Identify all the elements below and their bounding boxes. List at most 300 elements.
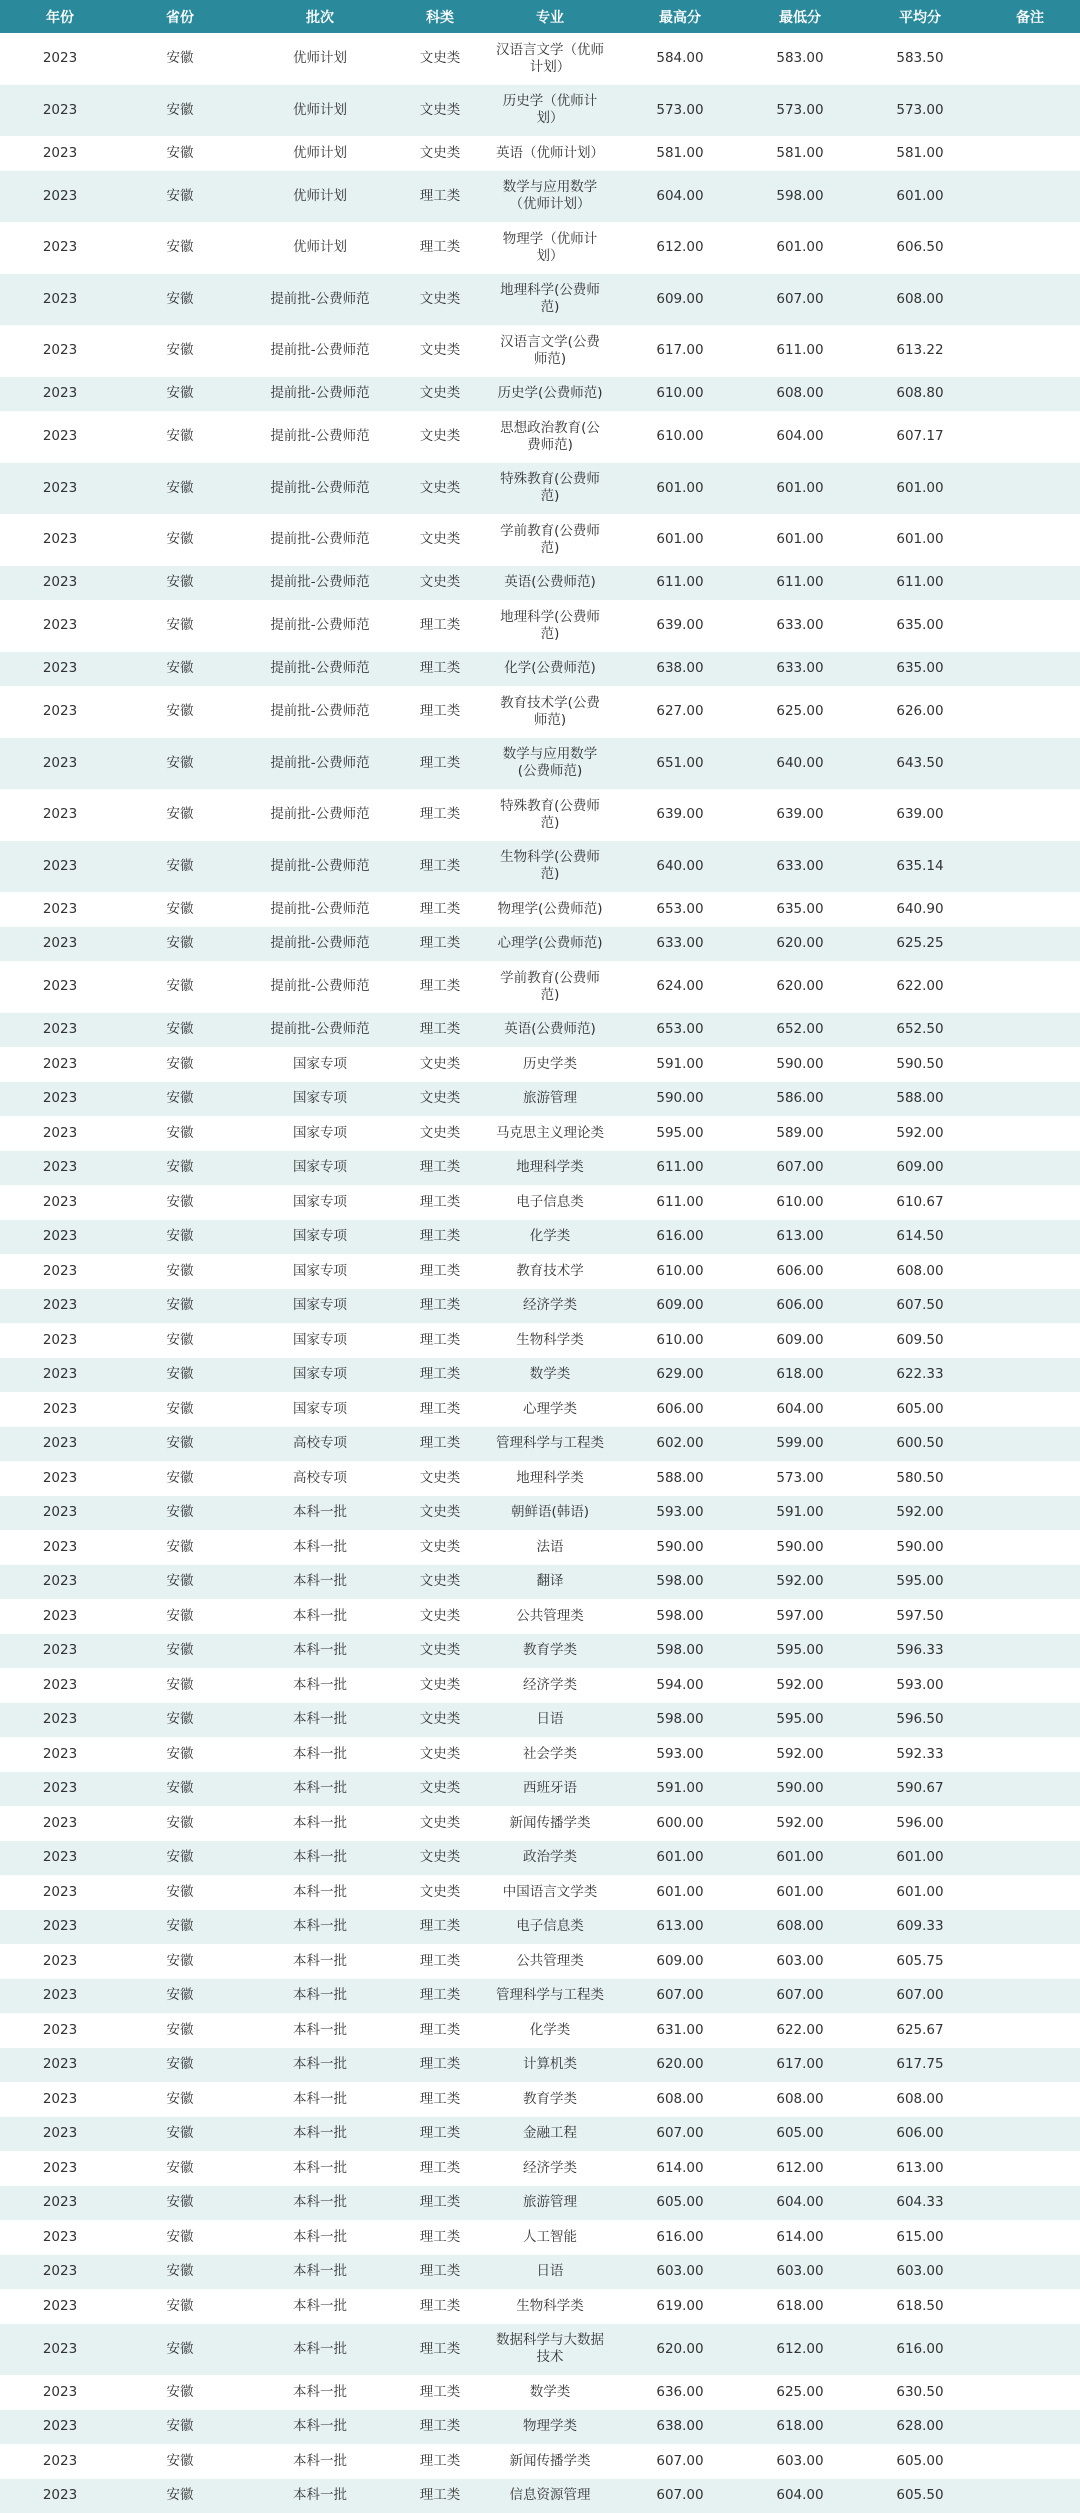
major-cell: 新闻传播学类: [509, 2452, 591, 2469]
table-row[interactable]: [0, 2410, 1080, 2445]
min-score-cell: 620.00: [776, 935, 824, 952]
table-row[interactable]: [0, 1392, 1080, 1427]
avg-score-cell: 592.33: [896, 1745, 944, 1762]
batch-cell: 本科一批: [293, 1952, 347, 1969]
table-row[interactable]: [0, 652, 1080, 687]
province-cell: 安徽: [166, 101, 194, 118]
major-cell: 特殊教育(公费师范): [500, 797, 600, 831]
table-row[interactable]: [0, 411, 1080, 463]
table-row[interactable]: [0, 2375, 1080, 2410]
table-row[interactable]: [0, 1910, 1080, 1945]
note-cell: [980, 2375, 1080, 2410]
avg-score-cell: 605.50: [896, 2487, 944, 2504]
table-row[interactable]: [0, 1323, 1080, 1358]
note-cell: [980, 600, 1080, 652]
major-cell: 数据科学与大数据技术: [496, 2332, 604, 2366]
year-cell: 2023: [42, 978, 78, 995]
table-row[interactable]: [0, 377, 1080, 412]
max-score-cell: 590.00: [656, 1090, 704, 1107]
major-cell: 历史学(公费师范): [497, 385, 603, 402]
year-cell: 2023: [42, 2452, 78, 2469]
major-cell: 物理学(公费师范): [497, 900, 603, 917]
note-cell: [980, 2048, 1080, 2083]
note-cell: [980, 2117, 1080, 2152]
col-header-batch[interactable]: 批次: [306, 9, 334, 26]
category-cell: 理工类: [419, 1952, 461, 1969]
province-cell: 安徽: [166, 1883, 194, 1900]
year-cell: 2023: [42, 1055, 78, 1072]
avg-score-cell: 595.00: [896, 1573, 944, 1590]
min-score-cell: 635.00: [776, 900, 824, 917]
avg-score-cell: 635.00: [896, 617, 944, 634]
year-cell: 2023: [42, 144, 78, 161]
table-row[interactable]: [0, 2289, 1080, 2324]
major-cell: 历史学（优师计划）: [502, 93, 598, 127]
province-cell: 安徽: [166, 2297, 194, 2314]
table-row[interactable]: [0, 789, 1080, 841]
table-row[interactable]: [0, 1737, 1080, 1772]
max-score-cell: 593.00: [656, 1745, 704, 1762]
max-score-cell: 612.00: [656, 239, 704, 256]
batch-cell: 高校专项: [293, 1469, 347, 1486]
col-header-province[interactable]: 省份: [166, 9, 194, 26]
col-header-category[interactable]: 科类: [426, 9, 454, 26]
note-cell: [980, 171, 1080, 223]
avg-score-cell: 625.67: [896, 2021, 944, 2038]
province-cell: 安徽: [166, 1538, 194, 1555]
province-cell: 安徽: [166, 900, 194, 917]
table-row[interactable]: [0, 514, 1080, 566]
min-score-cell: 609.00: [776, 1331, 824, 1348]
batch-cell: 提前批-公费师范: [270, 428, 370, 445]
year-cell: 2023: [42, 2340, 78, 2357]
table-row[interactable]: [0, 2186, 1080, 2221]
category-cell: 文史类: [419, 1780, 461, 1797]
batch-cell: 本科一批: [293, 1504, 347, 1521]
year-cell: 2023: [42, 1366, 78, 1383]
table-row[interactable]: [0, 600, 1080, 652]
province-cell: 安徽: [166, 2487, 194, 2504]
major-cell: 电子信息类: [516, 1193, 584, 1210]
major-cell: 学前教育(公费师范): [500, 522, 600, 556]
year-cell: 2023: [42, 342, 78, 359]
min-score-cell: 605.00: [776, 2125, 824, 2142]
max-score-cell: 584.00: [656, 50, 704, 67]
province-cell: 安徽: [166, 574, 194, 591]
year-cell: 2023: [42, 1642, 78, 1659]
category-cell: 理工类: [419, 1193, 461, 1210]
table-row[interactable]: [0, 927, 1080, 962]
major-cell: 经济学类: [523, 2159, 577, 2176]
avg-score-cell: 611.00: [896, 574, 944, 591]
table-row[interactable]: [0, 1530, 1080, 1565]
batch-cell: 国家专项: [293, 1331, 347, 1348]
category-cell: 理工类: [419, 1297, 461, 1314]
table-row[interactable]: [0, 274, 1080, 326]
min-score-cell: 601.00: [776, 479, 824, 496]
category-cell: 理工类: [419, 703, 461, 720]
table-row[interactable]: [0, 1599, 1080, 1634]
year-cell: 2023: [42, 1469, 78, 1486]
batch-cell: 本科一批: [293, 2418, 347, 2435]
table-row[interactable]: [0, 1806, 1080, 1841]
province-cell: 安徽: [166, 1987, 194, 2004]
max-score-cell: 607.00: [656, 1987, 704, 2004]
year-cell: 2023: [42, 1918, 78, 1935]
table-row[interactable]: [0, 1703, 1080, 1738]
category-cell: 文史类: [419, 1814, 461, 1831]
avg-score-cell: 590.50: [896, 1055, 944, 1072]
year-cell: 2023: [42, 857, 78, 874]
province-cell: 安徽: [166, 239, 194, 256]
table-row[interactable]: [0, 1634, 1080, 1669]
max-score-cell: 610.00: [656, 385, 704, 402]
note-cell: [980, 2082, 1080, 2117]
min-score-cell: 611.00: [776, 342, 824, 359]
col-header-note[interactable]: 备注: [1016, 9, 1044, 26]
table-row[interactable]: [0, 961, 1080, 1013]
category-cell: 文史类: [419, 342, 461, 359]
avg-score-cell: 615.00: [896, 2228, 944, 2245]
batch-cell: 提前批-公费师范: [270, 385, 370, 402]
year-cell: 2023: [42, 531, 78, 548]
min-score-cell: 590.00: [776, 1055, 824, 1072]
category-cell: 理工类: [419, 1228, 461, 1245]
year-cell: 2023: [42, 1331, 78, 1348]
avg-score-cell: 601.00: [896, 187, 944, 204]
note-cell: [980, 1013, 1080, 1048]
year-cell: 2023: [42, 2418, 78, 2435]
note-cell: [980, 1910, 1080, 1945]
table-row[interactable]: [0, 33, 1080, 85]
batch-cell: 国家专项: [293, 1124, 347, 1141]
col-header-avg-score[interactable]: 平均分: [899, 9, 941, 26]
table-row[interactable]: [0, 2082, 1080, 2117]
note-cell: [980, 1358, 1080, 1393]
province-cell: 安徽: [166, 385, 194, 402]
note-cell: [980, 2410, 1080, 2445]
batch-cell: 国家专项: [293, 1159, 347, 1176]
category-cell: 文史类: [419, 1711, 461, 1728]
table-row[interactable]: [0, 1289, 1080, 1324]
batch-cell: 提前批-公费师范: [270, 479, 370, 496]
note-cell: [980, 1841, 1080, 1876]
min-score-cell: 604.00: [776, 2194, 824, 2211]
province-cell: 安徽: [166, 1676, 194, 1693]
table-row[interactable]: [0, 1461, 1080, 1496]
table-row[interactable]: [0, 1979, 1080, 2014]
min-score-cell: 599.00: [776, 1435, 824, 1452]
avg-score-cell: 590.00: [896, 1538, 944, 1555]
note-cell: [980, 927, 1080, 962]
table-row[interactable]: [0, 2151, 1080, 2186]
major-cell: 数学类: [529, 1366, 571, 1383]
table-row[interactable]: [0, 2117, 1080, 2152]
note-cell: [980, 2220, 1080, 2255]
max-score-cell: 620.00: [656, 2056, 704, 2073]
avg-score-cell: 609.50: [896, 1331, 944, 1348]
col-header-year[interactable]: 年份: [46, 9, 74, 26]
batch-cell: 提前批-公费师范: [270, 531, 370, 548]
note-cell: [980, 841, 1080, 893]
table-row[interactable]: [0, 222, 1080, 274]
year-cell: 2023: [42, 50, 78, 67]
table-row[interactable]: [0, 1151, 1080, 1186]
max-score-cell: 633.00: [656, 935, 704, 952]
table-row[interactable]: [0, 171, 1080, 223]
batch-cell: 优师计划: [293, 239, 347, 256]
major-cell: 法语: [536, 1538, 564, 1555]
table-row[interactable]: [0, 1841, 1080, 1876]
avg-score-cell: 608.80: [896, 385, 944, 402]
min-score-cell: 640.00: [776, 754, 824, 771]
batch-cell: 本科一批: [293, 1780, 347, 1797]
table-row[interactable]: [0, 1772, 1080, 1807]
year-cell: 2023: [42, 1780, 78, 1797]
avg-score-cell: 580.50: [896, 1469, 944, 1486]
batch-cell: 本科一批: [293, 2194, 347, 2211]
avg-score-cell: 597.50: [896, 1607, 944, 1624]
major-cell: 电子信息类: [516, 1918, 584, 1935]
table-row[interactable]: [0, 2479, 1080, 2513]
batch-cell: 本科一批: [293, 2021, 347, 2038]
max-score-cell: 605.00: [656, 2194, 704, 2211]
min-score-cell: 610.00: [776, 1193, 824, 1210]
min-score-cell: 581.00: [776, 144, 824, 161]
year-cell: 2023: [42, 1987, 78, 2004]
category-cell: 文史类: [419, 101, 461, 118]
batch-cell: 提前批-公费师范: [270, 290, 370, 307]
category-cell: 文史类: [419, 50, 461, 67]
category-cell: 理工类: [419, 1400, 461, 1417]
max-score-cell: 624.00: [656, 978, 704, 995]
avg-score-cell: 608.00: [896, 1262, 944, 1279]
table-row[interactable]: [0, 566, 1080, 601]
major-cell: 心理学类: [523, 1400, 577, 1417]
table-row[interactable]: [0, 1944, 1080, 1979]
note-cell: [980, 325, 1080, 377]
table-row[interactable]: [0, 1254, 1080, 1289]
province-cell: 安徽: [166, 1159, 194, 1176]
table-row[interactable]: [0, 1013, 1080, 1048]
min-score-cell: 622.00: [776, 2021, 824, 2038]
major-cell: 化学(公费师范): [504, 660, 596, 677]
table-row[interactable]: [0, 1116, 1080, 1151]
major-cell: 马克思主义理论类: [496, 1124, 604, 1141]
category-cell: 理工类: [419, 2159, 461, 2176]
max-score-cell: 591.00: [656, 1780, 704, 1797]
note-cell: [980, 33, 1080, 85]
max-score-cell: 620.00: [656, 2340, 704, 2357]
note-cell: [980, 1944, 1080, 1979]
category-cell: 文史类: [419, 1055, 461, 1072]
table-row[interactable]: [0, 1047, 1080, 1082]
category-cell: 理工类: [419, 2263, 461, 2280]
batch-cell: 本科一批: [293, 1711, 347, 1728]
max-score-cell: 627.00: [656, 703, 704, 720]
table-row[interactable]: [0, 1496, 1080, 1531]
note-cell: [980, 1185, 1080, 1220]
table-row[interactable]: [0, 1358, 1080, 1393]
major-cell: 经济学类: [523, 1676, 577, 1693]
batch-cell: 国家专项: [293, 1228, 347, 1245]
note-cell: [980, 1875, 1080, 1910]
min-score-cell: 573.00: [776, 101, 824, 118]
category-cell: 文史类: [419, 1124, 461, 1141]
col-header-max-score[interactable]: 最高分: [659, 9, 701, 26]
major-cell: 公共管理类: [516, 1607, 584, 1624]
avg-score-cell: 625.25: [896, 935, 944, 952]
major-cell: 生物科学(公费师范): [500, 849, 600, 883]
province-cell: 安徽: [166, 1331, 194, 1348]
major-cell: 日语: [536, 1711, 564, 1728]
category-cell: 文史类: [419, 144, 461, 161]
avg-score-cell: 604.33: [896, 2194, 944, 2211]
major-cell: 特殊教育(公费师范): [500, 471, 600, 505]
avg-score-cell: 592.00: [896, 1124, 944, 1141]
note-cell: [980, 1634, 1080, 1669]
year-cell: 2023: [42, 1883, 78, 1900]
min-score-cell: 607.00: [776, 1159, 824, 1176]
table-row[interactable]: [0, 1220, 1080, 1255]
batch-cell: 提前批-公费师范: [270, 617, 370, 634]
min-score-cell: 592.00: [776, 1573, 824, 1590]
table-row[interactable]: [0, 892, 1080, 927]
major-cell: 西班牙语: [523, 1780, 577, 1797]
table-row[interactable]: [0, 2013, 1080, 2048]
table-row[interactable]: [0, 136, 1080, 171]
major-cell: 历史学类: [523, 1055, 577, 1072]
max-score-cell: 601.00: [656, 531, 704, 548]
category-cell: 理工类: [419, 857, 461, 874]
table-row[interactable]: [0, 2444, 1080, 2479]
table-row[interactable]: [0, 1185, 1080, 1220]
note-cell: [980, 1082, 1080, 1117]
table-row[interactable]: [0, 463, 1080, 515]
avg-score-cell: 596.50: [896, 1711, 944, 1728]
year-cell: 2023: [42, 1745, 78, 1762]
min-score-cell: 652.00: [776, 1021, 824, 1038]
min-score-cell: 589.00: [776, 1124, 824, 1141]
batch-cell: 本科一批: [293, 2125, 347, 2142]
table-row[interactable]: [0, 85, 1080, 137]
province-cell: 安徽: [166, 703, 194, 720]
note-cell: [980, 738, 1080, 790]
batch-cell: 提前批-公费师范: [270, 574, 370, 591]
province-cell: 安徽: [166, 617, 194, 634]
major-cell: 英语（优师计划）: [496, 144, 604, 161]
batch-cell: 本科一批: [293, 2228, 347, 2245]
min-score-cell: 620.00: [776, 978, 824, 995]
note-cell: [980, 2151, 1080, 2186]
province-cell: 安徽: [166, 428, 194, 445]
min-score-cell: 601.00: [776, 1883, 824, 1900]
max-score-cell: 609.00: [656, 290, 704, 307]
province-cell: 安徽: [166, 754, 194, 771]
category-cell: 文史类: [419, 1469, 461, 1486]
year-cell: 2023: [42, 1021, 78, 1038]
table-row[interactable]: [0, 738, 1080, 790]
province-cell: 安徽: [166, 531, 194, 548]
note-cell: [980, 1496, 1080, 1531]
table-row[interactable]: [0, 686, 1080, 738]
year-cell: 2023: [42, 660, 78, 677]
province-cell: 安徽: [166, 50, 194, 67]
avg-score-cell: 640.90: [896, 900, 944, 917]
min-score-cell: 612.00: [776, 2340, 824, 2357]
category-cell: 文史类: [419, 1642, 461, 1659]
category-cell: 文史类: [419, 574, 461, 591]
avg-score-cell: 613.22: [896, 342, 944, 359]
year-cell: 2023: [42, 1573, 78, 1590]
col-header-min-score[interactable]: 最低分: [779, 9, 821, 26]
table-row[interactable]: [0, 325, 1080, 377]
province-cell: 安徽: [166, 660, 194, 677]
max-score-cell: 610.00: [656, 1262, 704, 1279]
province-cell: 安徽: [166, 1504, 194, 1521]
avg-score-cell: 603.00: [896, 2263, 944, 2280]
year-cell: 2023: [42, 806, 78, 823]
avg-score-cell: 652.50: [896, 1021, 944, 1038]
batch-cell: 本科一批: [293, 2263, 347, 2280]
note-cell: [980, 377, 1080, 412]
province-cell: 安徽: [166, 2125, 194, 2142]
min-score-cell: 608.00: [776, 1918, 824, 1935]
table-row[interactable]: [0, 2255, 1080, 2290]
table-row[interactable]: [0, 1082, 1080, 1117]
batch-cell: 提前批-公费师范: [270, 857, 370, 874]
note-cell: [980, 892, 1080, 927]
note-cell: [980, 463, 1080, 515]
category-cell: 文史类: [419, 1745, 461, 1762]
province-cell: 安徽: [166, 1193, 194, 1210]
year-cell: 2023: [42, 1193, 78, 1210]
year-cell: 2023: [42, 1504, 78, 1521]
province-cell: 安徽: [166, 935, 194, 952]
max-score-cell: 611.00: [656, 574, 704, 591]
avg-score-cell: 596.33: [896, 1642, 944, 1659]
province-cell: 安徽: [166, 2383, 194, 2400]
major-cell: 信息资源管理: [509, 2487, 591, 2504]
min-score-cell: 601.00: [776, 239, 824, 256]
table-row[interactable]: [0, 1427, 1080, 1462]
min-score-cell: 590.00: [776, 1538, 824, 1555]
batch-cell: 国家专项: [293, 1055, 347, 1072]
category-cell: 理工类: [419, 900, 461, 917]
note-cell: [980, 1116, 1080, 1151]
avg-score-cell: 592.00: [896, 1504, 944, 1521]
batch-cell: 本科一批: [293, 2487, 347, 2504]
max-score-cell: 601.00: [656, 1883, 704, 1900]
table-row[interactable]: [0, 2220, 1080, 2255]
max-score-cell: 608.00: [656, 2090, 704, 2107]
table-row[interactable]: [0, 2324, 1080, 2376]
table-row[interactable]: [0, 841, 1080, 893]
note-cell: [980, 411, 1080, 463]
table-row[interactable]: [0, 1565, 1080, 1600]
year-cell: 2023: [42, 754, 78, 771]
max-score-cell: 598.00: [656, 1711, 704, 1728]
table-row[interactable]: [0, 2048, 1080, 2083]
table-row[interactable]: [0, 1668, 1080, 1703]
major-cell: 经济学类: [523, 1297, 577, 1314]
max-score-cell: 601.00: [656, 1849, 704, 1866]
major-cell: 旅游管理: [523, 2194, 577, 2211]
category-cell: 文史类: [419, 1607, 461, 1624]
col-header-major[interactable]: 专业: [536, 9, 564, 26]
table-row[interactable]: [0, 1875, 1080, 1910]
note-cell: [980, 2186, 1080, 2221]
